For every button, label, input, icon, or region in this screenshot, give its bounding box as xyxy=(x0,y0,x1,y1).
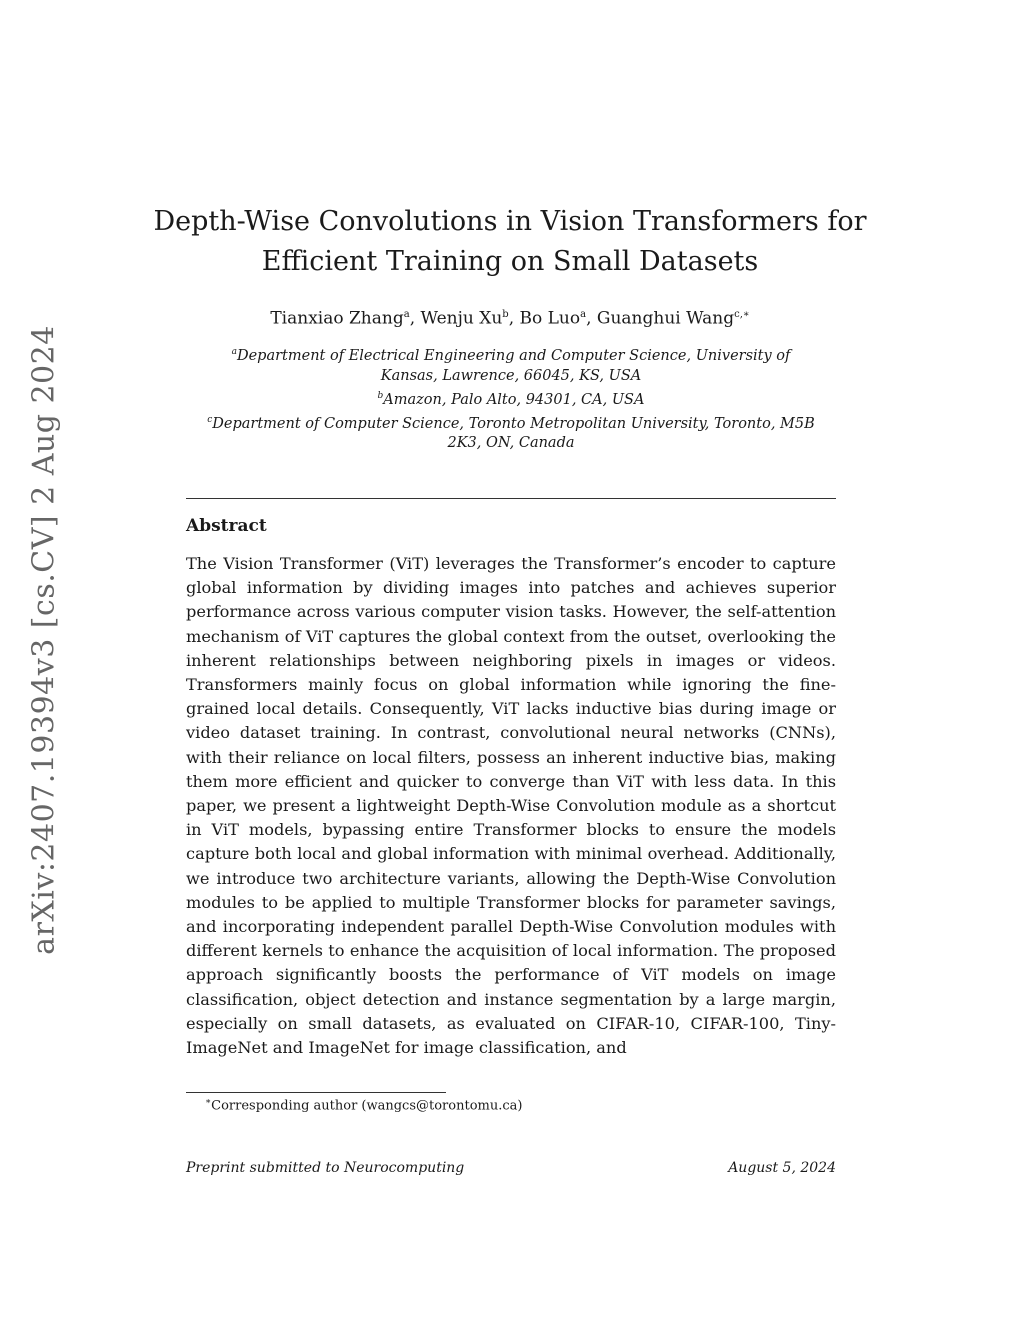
title-line-1: Depth-Wise Convolutions in Vision Transformers for xyxy=(153,206,867,237)
affiliation-c-line-1: $^c$Department of Computer Science, Toronto Metropolitan University, Toronto, M5B xyxy=(207,414,815,432)
author-name: Bo Luo xyxy=(519,308,581,329)
arxiv-id-text: arXiv:2407.19394v3 [cs.CV] 2 Aug 2024 xyxy=(26,325,62,955)
preprint-note: Preprint submitted to Neurocomputing xyxy=(186,1160,465,1176)
author-affil-mark: c,∗ xyxy=(734,309,750,320)
affiliation-mark: c xyxy=(207,414,213,425)
author-list: Tianxiao Zhang$^a$, Wenju Xu$^b$, Bo Luo$^a$, Guanghui Wang$^{c,∗}$ xyxy=(270,308,750,329)
abstract-divider xyxy=(186,498,836,499)
footnote-text: Corresponding author (wangcs@torontomu.ca) xyxy=(211,1098,523,1114)
corresponding-author-footnote xyxy=(205,1097,522,1113)
author-affil-mark: a xyxy=(580,309,587,320)
footnote-mark: ∗ xyxy=(205,1097,212,1107)
author-affil-mark: b xyxy=(502,309,509,320)
affiliation-a-line-1: $^a$Department of Electrical Engineering and Computer Science, University of xyxy=(231,347,791,364)
author-name: Wenju Xu xyxy=(420,308,503,329)
affiliation-b-line-1: $^b$Amazon, Palo Alto, 94301, CA, USA xyxy=(377,390,645,408)
abstract-text: The Vision Transformer (ViT) leverages the Transformer’s encoder to capture global information by dividing images into patches and achieves superior performance across various computer vision tasks. However, the self-attention mechanism of ViT captures the global context from the outset, overlooking the inherent relationships between neighboring pixels in images or videos. Transformers mainly focus on global information while ignoring the fine-grained local details. Consequently, ViT lacks inductive bias during image or video dataset training. In contrast, convolutional neural networks (CNNs), with their reliance on local filters, possess an inherent inductive bias, making them more efficient and quicker to converge than ViT with less data. In this paper, we present a lightweight Depth-Wise Convolution module as a shortcut in ViT models, bypassing entire Transformer blocks to ensure the models capture both local and global information with minimal overhead. Additionally, we introduce two architecture variants, allowing the Depth-Wise Convolution modules to be applied to multiple Transformer blocks for parameter savings, and incorporating independent parallel Depth-Wise Convolution modules with different kernels to enhance the acquisition of local information. The proposed approach significantly boosts the performance of ViT models on image classification, object detection and instance segmentation by a large margin, especially on small datasets, as evaluated on CIFAR-10, CIFAR-100, Tiny-ImageNet and ImageNet for image classification, and xyxy=(186,554,836,1058)
arxiv-sidebar-identifier xyxy=(22,325,66,955)
affiliation-a-line-2: Kansas, Lawrence, 66045, KS, USA xyxy=(380,367,642,384)
abstract-heading: Abstract xyxy=(186,516,267,536)
footnote-divider xyxy=(186,1092,446,1093)
affiliation-mark: b xyxy=(377,390,384,401)
preprint-date: August 5, 2024 xyxy=(728,1160,836,1176)
author-name: Guanghui Wang xyxy=(596,308,735,329)
affiliation-mark: a xyxy=(231,347,237,357)
author-name: Tianxiao Zhang xyxy=(270,308,404,329)
affiliation-c-line-2: 2K3, ON, Canada xyxy=(447,435,575,452)
author-affil-mark: a xyxy=(403,309,410,320)
affiliation-list xyxy=(186,342,836,453)
paper-title xyxy=(150,202,870,282)
title-line-2: Efficient Training on Small Datasets xyxy=(261,246,759,277)
